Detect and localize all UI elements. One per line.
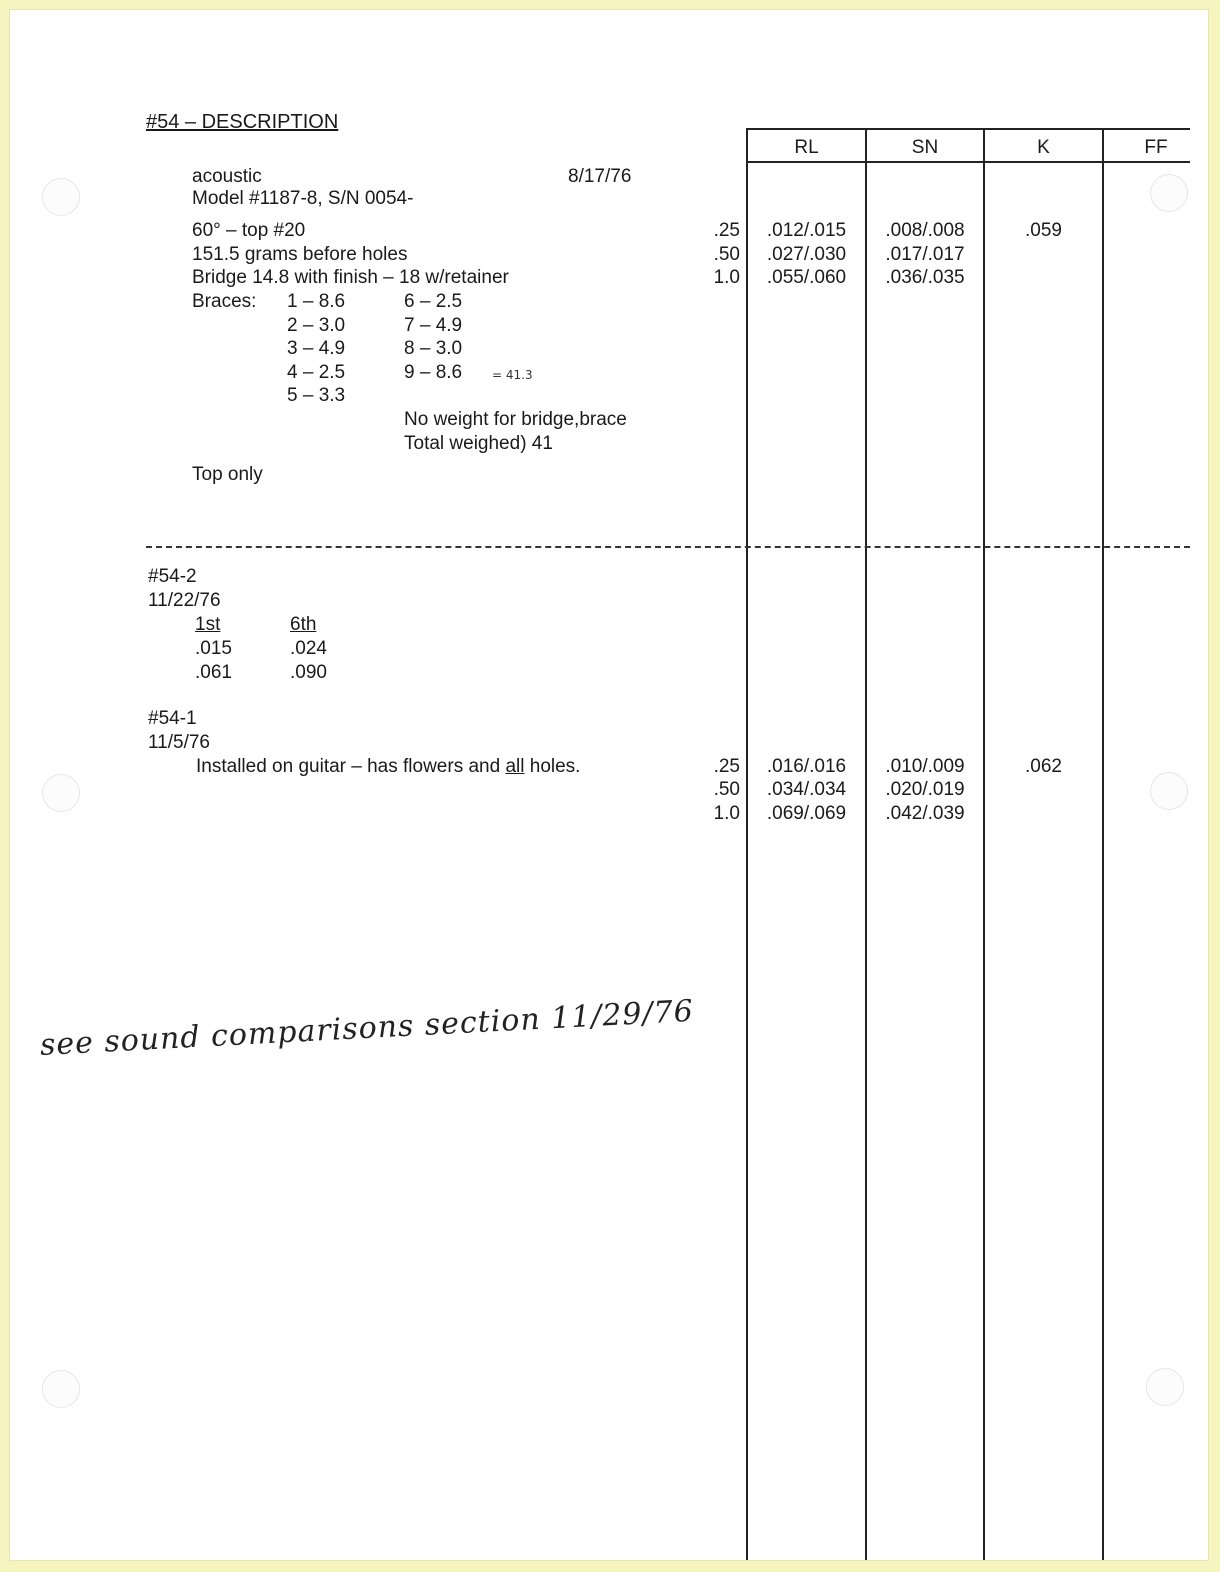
brace-value: 2 – 3.0 <box>287 315 346 336</box>
load-value: .25 <box>713 756 740 777</box>
load-value: .50 <box>713 779 740 800</box>
section2-id: #54-2 <box>148 566 197 587</box>
section1-date: 8/17/76 <box>568 166 632 187</box>
installation-note <box>196 756 580 778</box>
section2-date: 11/22/76 <box>148 590 221 611</box>
weight-line: 151.5 grams before holes <box>192 244 408 265</box>
note-no-weight: No weight for bridge,brace <box>404 409 627 430</box>
brace-value: 3 – 4.9 <box>287 338 346 359</box>
installation-note-end: holes. <box>524 756 581 777</box>
document-page <box>10 10 1208 1560</box>
binder-hole-left-top <box>42 178 80 216</box>
table-col-line-2 <box>865 128 867 1560</box>
rl-value: .034/.034 <box>766 779 847 800</box>
instrument-type: acoustic <box>192 166 262 187</box>
column-header-k: K <box>1037 137 1050 158</box>
k-value: .062 <box>1025 756 1062 777</box>
sn-value: .010/.009 <box>885 756 965 777</box>
binder-hole-right-top <box>1150 174 1188 212</box>
table-top-border <box>746 128 1190 130</box>
brace-value: 7 – 4.9 <box>404 315 463 336</box>
top-only-label: Top only <box>192 464 263 485</box>
table-header-border <box>746 161 1190 163</box>
string-value: .061 <box>195 662 232 683</box>
brace-value: 5 – 3.3 <box>287 385 346 406</box>
binder-hole-right-bottom <box>1146 1368 1184 1406</box>
sn-value: .036/.035 <box>885 267 965 288</box>
sn-value: .042/.039 <box>885 803 965 824</box>
sn-value: .008/.008 <box>885 220 965 241</box>
braces-total-handwritten: = 41.3 <box>492 368 533 382</box>
table-col-line-1 <box>746 128 748 1560</box>
note-total-weighed: Total weighed) 41 <box>404 433 553 454</box>
load-value: 1.0 <box>713 803 740 824</box>
column-header-rl: RL <box>794 137 819 158</box>
load-value: 1.0 <box>713 267 740 288</box>
section3-id: #54-1 <box>148 708 197 729</box>
brace-value: 1 – 8.6 <box>287 291 346 312</box>
binder-hole-left-mid <box>42 774 80 812</box>
top-line: 60° – top #20 <box>192 220 306 241</box>
page-title: #54 – DESCRIPTION <box>146 111 339 133</box>
brace-value: 8 – 3.0 <box>404 338 463 359</box>
binder-hole-right-mid <box>1150 772 1188 810</box>
string-header-1st: 1st <box>195 614 221 635</box>
k-value: .059 <box>1025 220 1062 241</box>
binder-hole-left-bottom <box>42 1370 80 1408</box>
table-col-line-3 <box>983 128 985 1560</box>
installation-note-emphasis: all <box>505 756 525 777</box>
string-value: .024 <box>290 638 327 659</box>
column-header-ff: FF <box>1144 137 1168 158</box>
load-value: .25 <box>713 220 740 241</box>
sn-value: .020/.019 <box>885 779 965 800</box>
brace-value: 6 – 2.5 <box>404 291 463 312</box>
model-line: Model #1187-8, S/N 0054- <box>192 188 414 209</box>
string-value: .015 <box>195 638 232 659</box>
brace-value: 4 – 2.5 <box>287 362 346 383</box>
column-header-sn: SN <box>911 137 939 158</box>
rl-value: .012/.015 <box>766 220 847 241</box>
section3-date: 11/5/76 <box>148 732 210 753</box>
load-value: .50 <box>713 244 740 265</box>
sn-value: .017/.017 <box>885 244 965 265</box>
string-value: .090 <box>290 662 327 683</box>
rl-value: .016/.016 <box>766 756 847 777</box>
braces-label: Braces: <box>192 291 257 312</box>
string-header-6th: 6th <box>290 614 317 635</box>
table-col-line-4 <box>1102 128 1104 1560</box>
handwritten-note: see sound comparisons section 11/29/76 <box>39 993 695 1063</box>
bridge-line: Bridge 14.8 with finish – 18 w/retainer <box>192 267 509 288</box>
section-divider <box>146 546 1190 548</box>
rl-value: .069/.069 <box>766 803 847 824</box>
brace-value: 9 – 8.6 <box>404 362 463 383</box>
rl-value: .027/.030 <box>766 244 847 265</box>
installation-note-start: Installed on guitar – has flowers and <box>196 756 506 777</box>
rl-value: .055/.060 <box>766 267 847 288</box>
